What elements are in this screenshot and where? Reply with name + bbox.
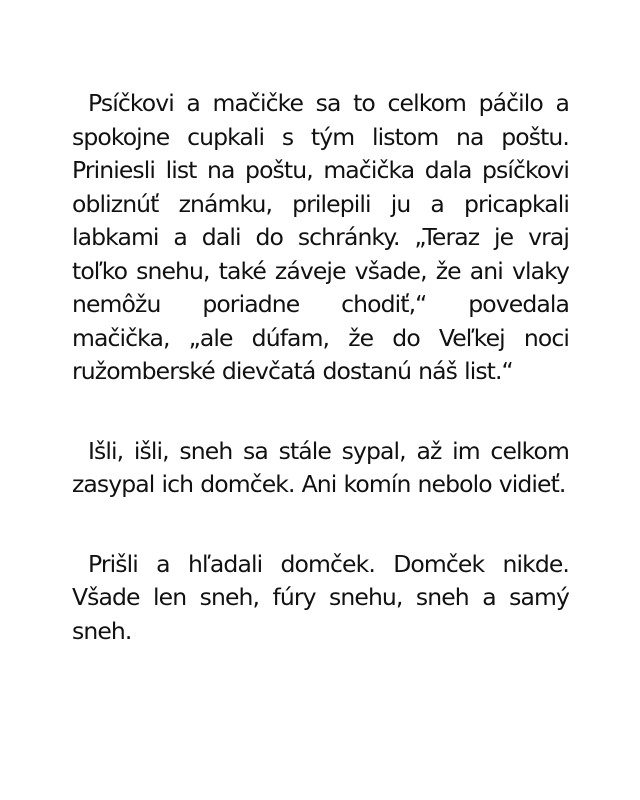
paragraph-1: Psíčkovi a mačičke sa to celkom páčilo a spokojne cupkali s tým listom na poštu. Priniesli list na poštu, mačička dala psíčkovi obliznúť známku, prilepili ju a pricapkali labkami a dali do schránky. „Teraz je vraj toľko snehu, také záveje všade, že ani vlaky nemôžu poriadne chodiť,“ povedala mačička, „ale dúfam, že do Veľkej noci ružomberské dievčatá dostanú náš list.“ [72,89,569,385]
paragraph-3: Prišli a hľadali domček. Domček nikde. Všade len sneh, fúry snehu, sneh a samý sneh. [72,549,569,645]
story-page [72,87,569,648]
paragraph-2: Išli, išli, sneh sa stále sypal, až im celkom zasypal ich domček. Ani komín nebolo vidieť. [72,436,569,498]
